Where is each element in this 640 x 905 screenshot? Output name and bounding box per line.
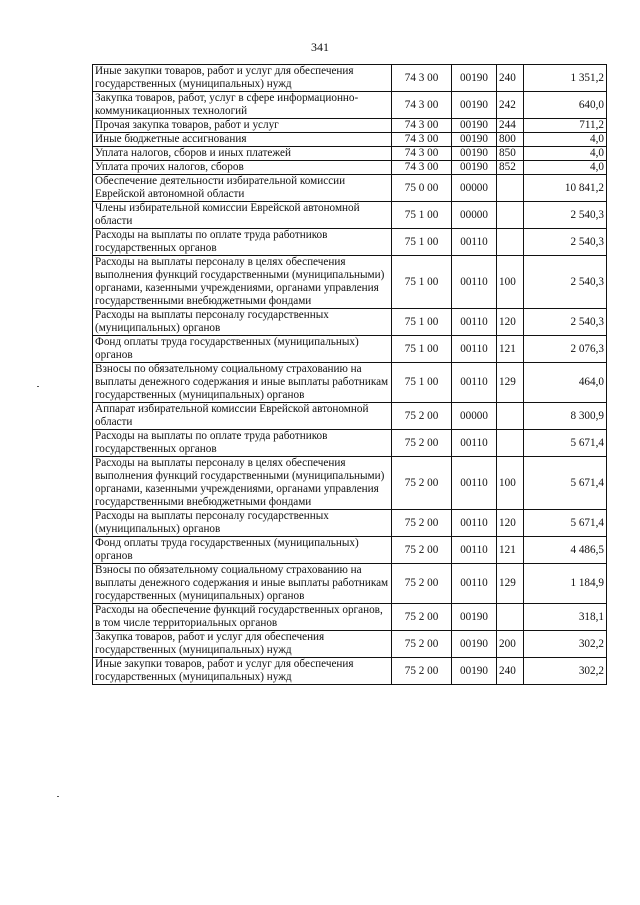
row-expense-type: 100 xyxy=(497,457,524,510)
scan-speck xyxy=(57,796,59,797)
table-row xyxy=(93,202,607,229)
page-number: 341 xyxy=(311,40,329,54)
row-program-code: 75 0 00 xyxy=(392,175,452,202)
table-row xyxy=(93,457,607,510)
row-program-code: 75 2 00 xyxy=(392,631,452,658)
budget-table xyxy=(92,64,607,685)
row-name: Взносы по обязательному социальному страхованию на выплаты денежного содержания и иные выплаты работникам государственных (муниципальных) органов xyxy=(93,564,392,604)
row-expense-type xyxy=(497,604,524,631)
table-row xyxy=(93,119,607,133)
table-row xyxy=(93,161,607,175)
row-expense-type xyxy=(497,403,524,430)
row-expense-type: 240 xyxy=(497,658,524,685)
row-amount: 4,0 xyxy=(524,133,607,147)
row-name: Расходы на выплаты персоналу в целях обеспечения выполнения функций государственными (муниципальными) органами, казенными учреждениями, органами управления государственными внебюджетными фондами xyxy=(93,256,392,309)
row-target-code: 00110 xyxy=(452,363,497,403)
row-program-code: 74 3 00 xyxy=(392,161,452,175)
row-target-code: 00000 xyxy=(452,403,497,430)
row-name: Иные бюджетные ассигнования xyxy=(93,133,392,147)
row-expense-type: 129 xyxy=(497,363,524,403)
row-amount: 1 184,9 xyxy=(524,564,607,604)
row-amount: 2 540,3 xyxy=(524,229,607,256)
row-expense-type xyxy=(497,202,524,229)
row-amount: 302,2 xyxy=(524,631,607,658)
row-program-code: 74 3 00 xyxy=(392,92,452,119)
table-row xyxy=(93,510,607,537)
row-target-code: 00110 xyxy=(452,256,497,309)
row-amount: 5 671,4 xyxy=(524,457,607,510)
row-amount: 318,1 xyxy=(524,604,607,631)
row-amount: 302,2 xyxy=(524,658,607,685)
row-name: Уплата прочих налогов, сборов xyxy=(93,161,392,175)
row-target-code: 00190 xyxy=(452,92,497,119)
row-name: Уплата налогов, сборов и иных платежей xyxy=(93,147,392,161)
row-name: Фонд оплаты труда государственных (муниципальных) органов xyxy=(93,537,392,564)
row-program-code: 75 1 00 xyxy=(392,202,452,229)
table-row xyxy=(93,147,607,161)
row-target-code: 00190 xyxy=(452,631,497,658)
row-target-code: 00110 xyxy=(452,537,497,564)
row-name: Члены избирательной комиссии Еврейской автономной области xyxy=(93,202,392,229)
table-row xyxy=(93,336,607,363)
row-expense-type: 800 xyxy=(497,133,524,147)
row-name: Закупка товаров, работ и услуг для обеспечения государственных (муниципальных) нужд xyxy=(93,631,392,658)
row-expense-type xyxy=(497,229,524,256)
row-amount: 8 300,9 xyxy=(524,403,607,430)
row-target-code: 00000 xyxy=(452,202,497,229)
table-row xyxy=(93,604,607,631)
table-row xyxy=(93,92,607,119)
row-target-code: 00000 xyxy=(452,175,497,202)
row-program-code: 74 3 00 xyxy=(392,119,452,133)
table-row xyxy=(93,658,607,685)
table-row xyxy=(93,229,607,256)
row-amount: 2 540,3 xyxy=(524,309,607,336)
row-target-code: 00190 xyxy=(452,604,497,631)
row-expense-type xyxy=(497,430,524,457)
row-program-code: 75 1 00 xyxy=(392,309,452,336)
row-target-code: 00110 xyxy=(452,309,497,336)
row-program-code: 74 3 00 xyxy=(392,65,452,92)
row-target-code: 00110 xyxy=(452,510,497,537)
row-target-code: 00190 xyxy=(452,133,497,147)
row-target-code: 00190 xyxy=(452,161,497,175)
row-amount: 1 351,2 xyxy=(524,65,607,92)
row-name: Прочая закупка товаров, работ и услуг xyxy=(93,119,392,133)
row-expense-type: 852 xyxy=(497,161,524,175)
row-expense-type: 121 xyxy=(497,537,524,564)
row-program-code: 75 2 00 xyxy=(392,564,452,604)
row-program-code: 75 1 00 xyxy=(392,336,452,363)
row-amount: 2 540,3 xyxy=(524,256,607,309)
row-program-code: 74 3 00 xyxy=(392,133,452,147)
row-expense-type: 850 xyxy=(497,147,524,161)
row-name: Расходы на обеспечение функций государственных органов, в том числе территориальных органов xyxy=(93,604,392,631)
row-expense-type: 100 xyxy=(497,256,524,309)
row-name: Расходы на выплаты по оплате труда работников государственных органов xyxy=(93,229,392,256)
row-name: Расходы на выплаты персоналу в целях обеспечения выполнения функций государственными (муниципальными) органами, казенными учреждениями, органами управления государственными внебюджетными фондами xyxy=(93,457,392,510)
row-name: Закупка товаров, работ, услуг в сфере информационно-коммуникационных технологий xyxy=(93,92,392,119)
row-name: Обеспечение деятельности избирательной комиссии Еврейской автономной области xyxy=(93,175,392,202)
row-name: Иные закупки товаров, работ и услуг для обеспечения государственных (муниципальных) нужд xyxy=(93,65,392,92)
row-target-code: 00190 xyxy=(452,147,497,161)
table-row xyxy=(93,537,607,564)
row-target-code: 00110 xyxy=(452,430,497,457)
row-expense-type: 129 xyxy=(497,564,524,604)
row-amount: 464,0 xyxy=(524,363,607,403)
row-amount: 4,0 xyxy=(524,161,607,175)
table-row xyxy=(93,363,607,403)
row-target-code: 00110 xyxy=(452,457,497,510)
table-row xyxy=(93,631,607,658)
row-name: Взносы по обязательному социальному страхованию на выплаты денежного содержания и иные выплаты работникам государственных (муниципальных) органов xyxy=(93,363,392,403)
row-name: Расходы на выплаты по оплате труда работников государственных органов xyxy=(93,430,392,457)
table-row xyxy=(93,133,607,147)
table-row xyxy=(93,65,607,92)
row-name: Расходы на выплаты персоналу государственных (муниципальных) органов xyxy=(93,309,392,336)
row-expense-type: 120 xyxy=(497,309,524,336)
row-amount: 10 841,2 xyxy=(524,175,607,202)
row-amount: 2 076,3 xyxy=(524,336,607,363)
row-target-code: 00190 xyxy=(452,658,497,685)
row-program-code: 75 2 00 xyxy=(392,430,452,457)
table-row xyxy=(93,564,607,604)
row-program-code: 75 1 00 xyxy=(392,256,452,309)
row-expense-type xyxy=(497,175,524,202)
row-program-code: 75 2 00 xyxy=(392,604,452,631)
row-expense-type: 200 xyxy=(497,631,524,658)
row-name: Иные закупки товаров, работ и услуг для обеспечения государственных (муниципальных) нужд xyxy=(93,658,392,685)
row-expense-type: 121 xyxy=(497,336,524,363)
row-target-code: 00190 xyxy=(452,65,497,92)
row-amount: 5 671,4 xyxy=(524,510,607,537)
row-program-code: 75 2 00 xyxy=(392,403,452,430)
row-expense-type: 120 xyxy=(497,510,524,537)
row-program-code: 75 2 00 xyxy=(392,537,452,564)
row-name: Расходы на выплаты персоналу государственных (муниципальных) органов xyxy=(93,510,392,537)
row-amount: 4 486,5 xyxy=(524,537,607,564)
table-row xyxy=(93,256,607,309)
table-row xyxy=(93,403,607,430)
row-expense-type: 244 xyxy=(497,119,524,133)
row-program-code: 75 1 00 xyxy=(392,229,452,256)
row-amount: 2 540,3 xyxy=(524,202,607,229)
row-amount: 4,0 xyxy=(524,147,607,161)
row-program-code: 75 2 00 xyxy=(392,658,452,685)
row-program-code: 74 3 00 xyxy=(392,147,452,161)
row-target-code: 00110 xyxy=(452,336,497,363)
scan-speck xyxy=(37,386,39,387)
row-name: Фонд оплаты труда государственных (муниципальных) органов xyxy=(93,336,392,363)
row-target-code: 00110 xyxy=(452,229,497,256)
row-expense-type: 242 xyxy=(497,92,524,119)
row-amount: 711,2 xyxy=(524,119,607,133)
table-row xyxy=(93,430,607,457)
table-row xyxy=(93,309,607,336)
row-amount: 640,0 xyxy=(524,92,607,119)
row-program-code: 75 2 00 xyxy=(392,510,452,537)
row-target-code: 00110 xyxy=(452,564,497,604)
row-name: Аппарат избирательной комиссии Еврейской автономной области xyxy=(93,403,392,430)
budget-table-body xyxy=(93,65,607,685)
row-program-code: 75 1 00 xyxy=(392,363,452,403)
row-target-code: 00190 xyxy=(452,119,497,133)
table-row xyxy=(93,175,607,202)
row-expense-type: 240 xyxy=(497,65,524,92)
row-program-code: 75 2 00 xyxy=(392,457,452,510)
row-amount: 5 671,4 xyxy=(524,430,607,457)
